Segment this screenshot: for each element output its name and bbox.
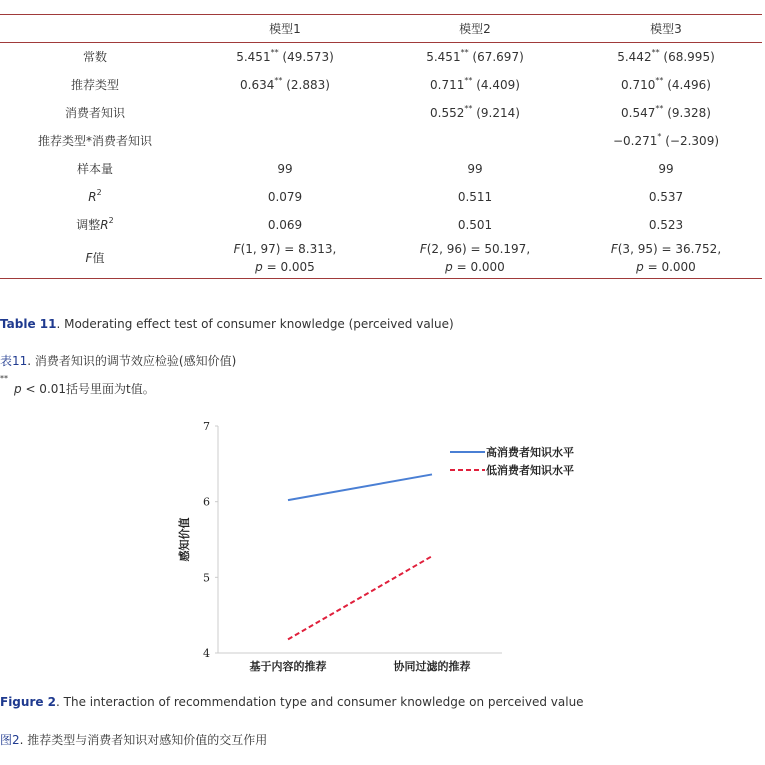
note-text: < 0.01括号里面为t值。 <box>21 382 155 396</box>
table-cell: 0.511 <box>457 189 493 204</box>
table-cell: 0.710** (4.496) <box>621 75 711 92</box>
y-tick-label: 6 <box>203 495 210 509</box>
series-line <box>288 474 432 500</box>
table-cell <box>190 127 380 155</box>
x-tick-label: 协同过滤的推荐 <box>393 660 471 673</box>
table-cell: 0.547** (9.328) <box>621 103 711 120</box>
y-tick-label: 7 <box>203 420 210 433</box>
table-row <box>0 43 762 71</box>
table-row <box>0 71 762 99</box>
table-cell: 5.442** (68.995) <box>617 47 715 64</box>
table-cell: F(2, 96) = 50.197, p = 0.000 <box>380 239 570 279</box>
y-tick-label: 4 <box>203 647 210 660</box>
series-line <box>288 556 432 639</box>
note-stars: ** <box>0 374 8 383</box>
table-cell: −0.271* (−2.309) <box>612 131 720 148</box>
header-cell <box>0 15 190 43</box>
table-caption-label[interactable]: Table 11 <box>0 317 57 331</box>
y-tick-label: 5 <box>203 571 210 585</box>
table-cell: 0.523 <box>648 217 684 232</box>
figure-caption <box>0 695 584 709</box>
table-caption-text: . Moderating effect test of consumer knowledge (perceived value) <box>56 317 454 331</box>
x-tick-label: 基于内容的推荐 <box>249 660 327 673</box>
table-header-row <box>0 15 762 43</box>
table-row <box>0 155 762 183</box>
table-cell: 99 <box>467 161 483 176</box>
table-cell: 0.537 <box>648 189 684 204</box>
interaction-chart <box>160 412 600 677</box>
table-row <box>0 183 762 211</box>
table-cell: 5.451** (49.573) <box>236 47 334 64</box>
regression-table <box>0 14 762 279</box>
legend-label: 高消费者知识水平 <box>486 446 574 459</box>
row-label: 推荐类型*消费者知识 <box>37 134 152 148</box>
figure-caption-text: . The interaction of recommendation type and consumer knowledge on perceived value <box>56 695 584 709</box>
table-row <box>0 211 762 239</box>
table-caption-zh <box>0 352 236 369</box>
row-label: 调整$R^2$ <box>76 216 114 232</box>
row-label: 推荐类型 <box>70 78 119 92</box>
table-cell: 99 <box>277 161 293 176</box>
table-row <box>0 127 762 155</box>
table-cell: F(3, 95) = 36.752, p = 0.000 <box>570 239 762 279</box>
figure-caption-zh <box>0 731 267 748</box>
table-caption-zh-text: . 消费者知识的调节效应检验(感知价值) <box>27 354 237 368</box>
table-cell <box>380 127 570 155</box>
table-cell: 0.634** (2.883) <box>240 75 330 92</box>
row-label: 样本量 <box>76 162 113 176</box>
table-cell: 0.552** (9.214) <box>430 103 520 120</box>
table-cell: 0.711** (4.409) <box>430 75 520 92</box>
table-cell: 0.079 <box>267 189 303 204</box>
note-p: p <box>14 382 22 396</box>
row-label: F值 <box>0 239 190 279</box>
table-cell: F(1, 97) = 8.313, p = 0.005 <box>190 239 380 279</box>
row-label: 消费者知识 <box>64 106 125 120</box>
table-row <box>0 239 762 279</box>
figure-caption-zh-text: . 推荐类型与消费者知识对感知价值的交互作用 <box>19 733 268 747</box>
row-label: 常数 <box>82 50 107 65</box>
table-caption-zh-label[interactable]: 表11 <box>0 354 28 368</box>
table-cell: 0.501 <box>457 217 493 232</box>
table-cell <box>190 99 380 127</box>
header-model1: 模型1 <box>190 15 380 43</box>
table-caption <box>0 317 454 331</box>
row-label: $R^2$ <box>88 187 102 204</box>
legend-label: 低消费者知识水平 <box>486 464 574 477</box>
table-cell: 5.451** (67.697) <box>426 47 524 64</box>
figure-caption-label[interactable]: Figure 2 <box>0 695 57 709</box>
figure-caption-zh-label[interactable]: 图2 <box>0 733 20 747</box>
table-row <box>0 99 762 127</box>
header-model2: 模型2 <box>380 15 570 43</box>
y-axis-label: 感知价值 <box>178 517 191 562</box>
header-model3: 模型3 <box>570 15 762 43</box>
table-cell: 99 <box>658 161 674 176</box>
table-cell: 0.069 <box>267 217 303 232</box>
